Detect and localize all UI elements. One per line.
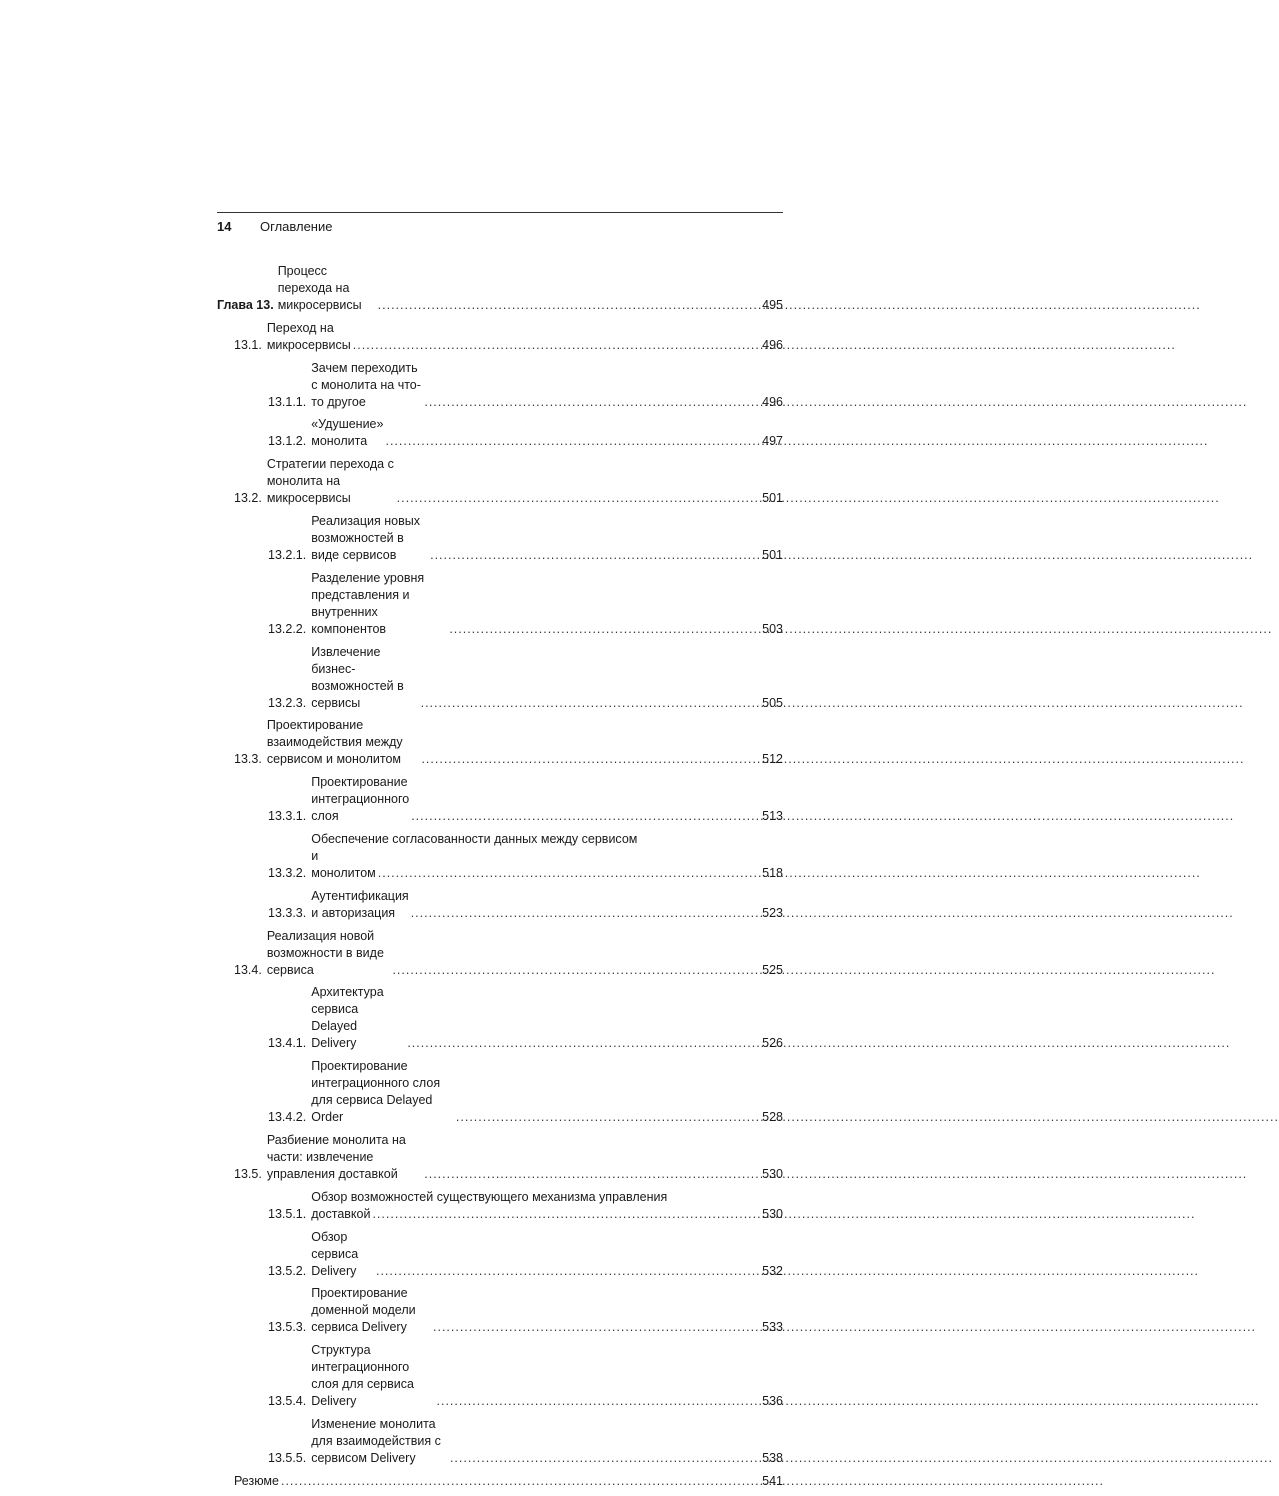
toc-entry[interactable]: [217, 456, 783, 507]
book-page: [217, 212, 783, 1496]
dot-leader: [378, 297, 758, 314]
dot-leader: [449, 621, 758, 638]
toc-entry-page-number: 528: [762, 1110, 783, 1125]
toc-entry-number: 13.5.2.: [268, 1263, 307, 1278]
toc-entry[interactable]: [217, 263, 783, 314]
toc-entry-number: 13.2.3.: [268, 695, 307, 710]
toc-entry-page-number: 530: [762, 1206, 783, 1221]
dot-leader: [376, 1263, 758, 1280]
toc-entry-title: Разделение уровня представления и внутренних компонентов: [311, 570, 425, 636]
toc-entry-title: Зачем переходить с монолита на что-то другое: [311, 360, 421, 409]
toc-entry-page-number: 518: [762, 865, 783, 880]
toc-entry-title: Процесс перехода на микросервисы: [277, 264, 362, 312]
toc-entry-title-wrap: [311, 416, 761, 450]
toc-entry-title-wrap: [311, 1342, 761, 1410]
toc-entry-title: Аутентификация и авторизация: [311, 888, 409, 920]
toc-entry[interactable]: [217, 774, 783, 825]
toc-entry-title-line2: доставкой: [311, 1206, 371, 1221]
toc-entry-title: Проектирование доменной модели сервиса Delivery: [311, 1286, 416, 1335]
toc-entry-number: 13.3.1.: [268, 809, 307, 824]
toc-entry-title-wrap: [267, 320, 761, 354]
toc-entry-number: 13.2.: [234, 491, 262, 506]
dot-leader: [411, 905, 758, 922]
toc-entry-number: Глава 13.: [217, 298, 274, 312]
toc-entry[interactable]: [217, 513, 783, 564]
dot-leader: [385, 433, 758, 450]
dot-leader: [281, 1473, 758, 1490]
dot-leader: [397, 490, 758, 507]
toc-entry-title-wrap: [311, 1058, 761, 1126]
dot-leader: [378, 865, 758, 882]
toc-entry[interactable]: [217, 1285, 783, 1336]
toc-entry-number: 13.1.: [234, 337, 262, 352]
toc-entry[interactable]: [217, 644, 783, 712]
toc-entry-title: Проектирование интеграционного слоя: [311, 775, 410, 824]
toc-entry-number: 13.1.1.: [268, 394, 307, 409]
toc-entry-number: 13.4.2.: [268, 1110, 307, 1125]
toc-entry-number: 13.5.5.: [268, 1450, 307, 1465]
toc-entry-title-line1: Обзор возможностей существующего механизма управления: [311, 1189, 668, 1204]
toc-entry[interactable]: [217, 717, 783, 768]
toc-entry-title-wrap: [234, 1473, 761, 1490]
toc-entry[interactable]: [217, 1229, 783, 1280]
dot-leader: [456, 1109, 758, 1126]
toc-entry-page-number: 536: [762, 1394, 783, 1409]
toc-entry-page-number: 541: [762, 1473, 783, 1488]
header-page-number: 14: [217, 219, 232, 234]
toc-entry-number: 13.3.3.: [268, 905, 307, 920]
toc-entry[interactable]: [217, 570, 783, 638]
toc-entry-title: Проектирование интеграционного слоя для сервиса Delayed Order: [311, 1059, 441, 1125]
toc-entry[interactable]: [217, 320, 783, 354]
toc-entry-page-number: 523: [762, 905, 783, 920]
toc-entry-title-wrap: [311, 570, 761, 638]
toc-entry[interactable]: [217, 1416, 783, 1467]
toc-entry-title: Изменение монолита для взаимодействия с сервисом Delivery: [311, 1416, 441, 1465]
toc-entry-title-line1: Обеспечение согласованности данных между сервисом: [311, 831, 638, 846]
toc-entry-number: 13.3.2.: [268, 865, 307, 880]
toc-entry-title-wrap: [311, 984, 761, 1052]
toc-entry-page-number: 512: [762, 752, 783, 767]
dot-leader: [407, 1035, 758, 1052]
toc-entry[interactable]: [217, 1473, 783, 1490]
toc-entry-number: 13.4.1.: [268, 1036, 307, 1051]
toc-entry-title-wrap: [311, 513, 761, 564]
toc-entry-title-wrap: [311, 644, 761, 712]
toc-entry-number: 13.5.1.: [268, 1206, 307, 1221]
toc-entry-number: 13.5.3.: [268, 1320, 307, 1335]
running-header: [217, 219, 783, 239]
toc-entry-title-wrap: [311, 1285, 761, 1336]
toc-entry-page-number: 532: [762, 1263, 783, 1278]
toc-entry[interactable]: [217, 928, 783, 979]
dot-leader: [424, 1166, 758, 1183]
toc-entry-title: Реализация новой возможности в виде сервиса: [266, 928, 384, 977]
toc-entry[interactable]: [217, 1189, 783, 1223]
toc-entry-page-number: 497: [762, 434, 783, 449]
toc-entry-title-line2-row: [311, 848, 783, 882]
toc-entry-title-wrap: [311, 888, 761, 922]
toc-entry-title: Обзор сервиса Delivery: [311, 1229, 359, 1278]
toc-entry-title: Разбиение монолита на части: извлечение управления доставкой: [266, 1132, 406, 1181]
toc-entry-number: 13.5.4.: [268, 1394, 307, 1409]
toc-entry-title-wrap: [278, 263, 761, 314]
toc-entry-number: 13.2.1.: [268, 547, 307, 562]
toc-entry-page-number: 525: [762, 962, 783, 977]
dot-leader: [450, 1450, 758, 1467]
toc-entry-title-wrap: [311, 774, 761, 825]
toc-entry-title-wrap: [267, 717, 761, 768]
dot-leader: [353, 337, 758, 354]
toc-entry[interactable]: [217, 831, 783, 882]
toc-entry-title-wrap: [311, 1189, 783, 1223]
dot-leader: [372, 1206, 758, 1223]
toc-entry[interactable]: [217, 416, 783, 450]
dot-leader: [433, 1319, 758, 1336]
toc-entry-page-number: 501: [762, 547, 783, 562]
header-rule: [217, 212, 783, 213]
toc-entry-number: 13.2.2.: [268, 621, 307, 636]
toc-entry[interactable]: [217, 888, 783, 922]
toc-entry-title: Резюме: [234, 1473, 279, 1488]
toc-entry-title-wrap: [311, 1416, 761, 1467]
toc-entry-page-number: 496: [762, 337, 783, 352]
toc-entry-title-wrap: [311, 831, 783, 882]
toc-entry-title-line2-row: [311, 1206, 783, 1223]
toc-entry-page-number: 533: [762, 1320, 783, 1335]
toc-entry-number: 13.4.: [234, 962, 262, 977]
toc-entry-title-wrap: [267, 456, 761, 507]
toc-entry-page-number: 495: [762, 298, 783, 312]
toc-entry-title: Переход на микросервисы: [266, 320, 351, 352]
toc-entry-title-wrap: [267, 1132, 761, 1183]
toc-entry-title-wrap: [267, 928, 761, 979]
dot-leader: [411, 808, 758, 825]
dot-leader: [421, 751, 758, 768]
toc-entry-page-number: 501: [762, 491, 783, 506]
toc-entry-title-wrap: [311, 360, 761, 411]
dot-leader: [424, 394, 758, 411]
toc-entry-title: Извлечение бизнес-возможностей в сервисы: [311, 644, 404, 710]
toc-entry[interactable]: [217, 1342, 783, 1410]
toc-entry-title: Стратегии перехода с монолита на микросервисы: [266, 457, 394, 506]
toc-entry-title-wrap: [311, 1229, 761, 1280]
dot-leader: [392, 962, 758, 979]
toc-entry-page-number: 496: [762, 394, 783, 409]
toc-entry-number: 13.5.: [234, 1166, 262, 1181]
table-of-contents: [217, 263, 783, 1490]
toc-entry[interactable]: [217, 1132, 783, 1183]
toc-entry-page-number: 505: [762, 695, 783, 710]
dot-leader: [430, 547, 758, 564]
toc-entry-page-number: 530: [762, 1166, 783, 1181]
toc-entry-number: 13.3.: [234, 752, 262, 767]
dot-leader: [437, 1393, 759, 1410]
toc-entry-title: Архитектура сервиса Delayed Delivery: [311, 985, 384, 1051]
toc-entry-title: «Удушение» монолита: [311, 417, 384, 449]
toc-entry-page-number: 526: [762, 1036, 783, 1051]
dot-leader: [421, 695, 758, 712]
toc-entry-page-number: 513: [762, 809, 783, 824]
toc-entry-title: Структура интеграционного слоя для сервиса Delivery: [311, 1343, 414, 1409]
toc-entry-number: 13.1.2.: [268, 434, 307, 449]
toc-entry-title: Реализация новых возможностей в виде сервисов: [311, 513, 420, 562]
toc-entry-page-number: 503: [762, 621, 783, 636]
toc-entry-title: Проектирование взаимодействия между сервисом и монолитом: [266, 718, 403, 767]
header-title: Оглавление: [260, 219, 333, 234]
toc-entry[interactable]: [217, 984, 783, 1052]
toc-entry[interactable]: [217, 360, 783, 411]
toc-entry[interactable]: [217, 1058, 783, 1126]
toc-entry-title-line2: и монолитом: [311, 848, 376, 880]
toc-entry-page-number: 538: [762, 1450, 783, 1465]
